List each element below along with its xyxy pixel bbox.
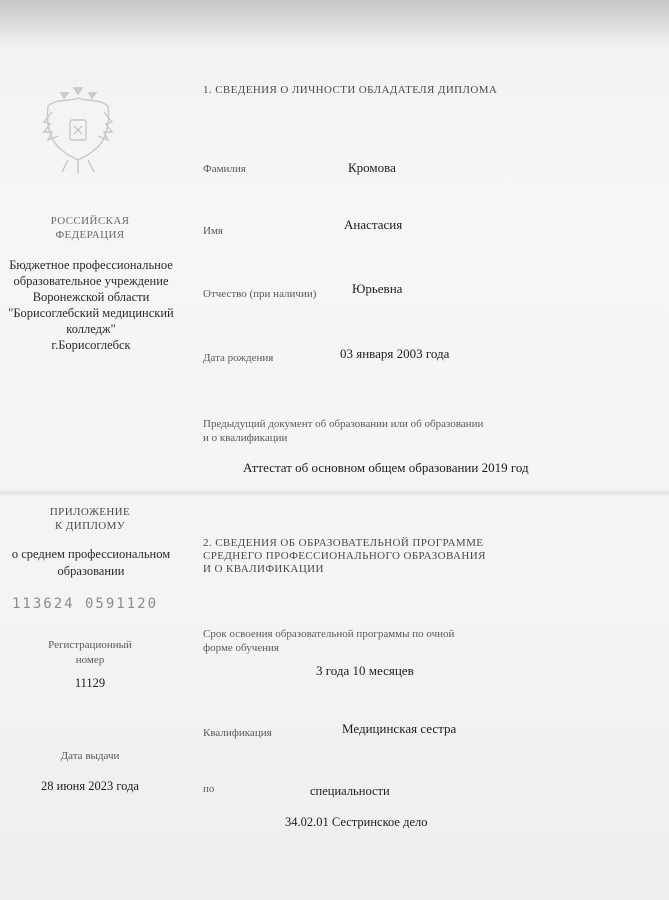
- prev-doc-label: [203, 417, 483, 445]
- prev-doc-label-line-2: и о квалификации: [203, 432, 288, 444]
- section2-title-line-3: И О КВАЛИФИКАЦИИ: [203, 563, 324, 575]
- institution-line-1: Бюджетное профессиональное: [9, 258, 173, 272]
- education-level-line-1: о среднем профессиональном: [11, 547, 171, 561]
- section2-title-line-2: СРЕДНЕГО ПРОФЕССИОНАЛЬНОГО ОБРАЗОВАНИЯ: [203, 550, 486, 562]
- name-label: Имя: [203, 225, 223, 237]
- country-line-2: ФЕДЕРАЦИЯ: [55, 229, 125, 241]
- patronymic-value: Юрьевна: [352, 281, 403, 296]
- coat-of-arms-icon: [38, 84, 118, 180]
- term-label: [203, 627, 454, 655]
- term-value: 3 года 10 месяцев: [316, 663, 414, 678]
- name-value: Анастасия: [344, 217, 403, 232]
- specialty-label: специальности: [310, 784, 390, 798]
- institution-line-2: образовательное учреждение: [13, 274, 169, 288]
- institution-name: [0, 257, 182, 353]
- appendix-title: [20, 505, 160, 533]
- reg-label-line-2: номер: [75, 654, 105, 666]
- scan-edge-shadow: [0, 0, 669, 48]
- specialty-value: 34.02.01 Сестринское дело: [285, 815, 428, 829]
- country-line-1: РОССИЙСКАЯ: [50, 215, 130, 227]
- education-level-line-2: образовании: [57, 564, 125, 578]
- surname-value: Кромова: [348, 160, 396, 175]
- patronymic-label: Отчество (при наличии): [203, 288, 317, 300]
- appendix-line-2: К ДИПЛОМУ: [54, 520, 126, 532]
- prev-doc-value: Аттестат об основном общем образовании 2019 год: [243, 460, 529, 475]
- section1-title: 1. СВЕДЕНИЯ О ЛИЧНОСТИ ОБЛАДАТЕЛЯ ДИПЛОМА: [203, 84, 498, 96]
- birth-date-value: 03 января 2003 года: [340, 346, 450, 361]
- prev-doc-label-line-1: Предыдущий документ об образовании или об образовании: [203, 418, 484, 430]
- issue-date: 28 июня 2023 года: [41, 779, 139, 793]
- qualification-label: Квалификация: [203, 727, 272, 739]
- birth-date-label: Дата рождения: [203, 352, 274, 364]
- surname-label: Фамилия: [203, 163, 246, 175]
- term-label-line-1: Срок освоения образовательной программы по очной: [203, 628, 455, 640]
- institution-line-3: Воронежской области: [32, 290, 150, 304]
- reg-label-line-1: Регистрационный: [48, 639, 132, 651]
- page-fold: [0, 490, 669, 496]
- institution-line-5: колледж": [66, 322, 116, 336]
- section2-title-line-1: 2. СВЕДЕНИЯ ОБ ОБРАЗОВАТЕЛЬНОЙ ПРОГРАММЕ: [203, 537, 484, 549]
- serial-number: 113624 0591120: [12, 596, 159, 612]
- appendix-line-1: ПРИЛОЖЕНИЕ: [49, 506, 131, 518]
- issue-date-label: Дата выдачи: [60, 750, 120, 762]
- section2-title: [203, 537, 486, 576]
- term-label-line-2: форме обучения: [203, 642, 279, 654]
- country-name: [20, 214, 160, 242]
- reg-number-label: [20, 638, 160, 668]
- qualification-value: Медицинская сестра: [342, 721, 457, 736]
- by-label: по: [203, 783, 215, 795]
- education-level: [0, 546, 182, 580]
- institution-city: г.Борисоглебск: [51, 338, 131, 352]
- institution-line-4: "Борисоглебский медицинский: [8, 306, 174, 320]
- reg-number: 11129: [74, 676, 106, 690]
